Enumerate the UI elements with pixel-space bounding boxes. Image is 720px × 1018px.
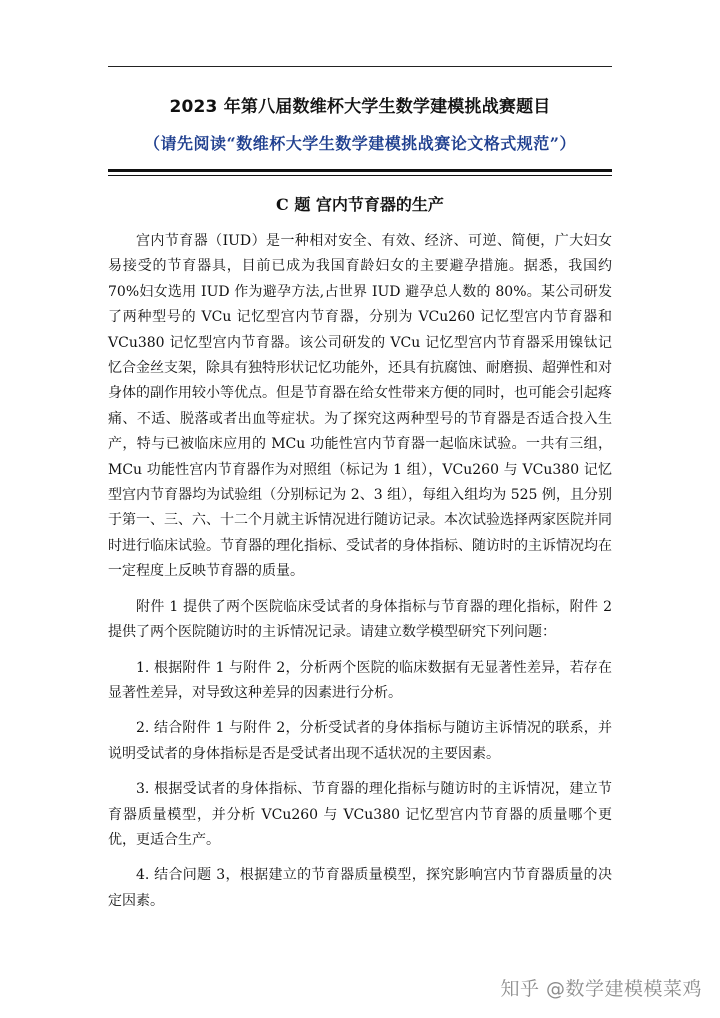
question-2: 2. 结合附件 1 与附件 2，分析受试者的身体指标与随访主诉情况的联系，并说明受试者的身体指标是否是受试者出现不适状况的主要因素。 bbox=[108, 720, 612, 762]
question-4: 4. 结合问题 3，根据建立的节育器质量模型，探究影响宫内节育器质量的决定因素。 bbox=[108, 867, 612, 909]
format-notice-subtitle: （请先阅读“数维杯大学生数学建模挑战赛论文格式规范”） bbox=[144, 134, 576, 153]
intro-paragraph: 宫内节育器（IUD）是一种相对安全、有效、经济、可逆、简便，广大妇女易接受的节育器具，目前已成为我国育龄妇女的主要避孕措施。据悉，我国约 70%妇女选用 IUD 作为避孕方法,占世界 IUD 避孕总人数的 80%。某公司研发了两种型号的 VCu 记忆型宫内节育器，分别为 VCu260 记忆型宫内节育器和 VCu380 记忆型宫内节育器。该公司研发的 VCu 记忆型宫内节育器采用镍钛记忆合金丝支架，除具有独特形状记忆功能外，还具有抗腐蚀、耐磨损、超弹性和对身体的副作用较小等优点。但是节育器在给女性带来方便的同时，也可能会引起疼痛、不适、脱落或者出血等症状。为了探究这两种型号的节育器是否适合投入生产，特与已被临床应用的 MCu 功能性宫内节育器一起临床试验。一共有三组，MCu 功能性宫内节育器作为对照组（标记为 1 组），VCu260 与 VCu380 记忆型宫内节育器均为试验组（分别标记为 2、3 组），每组入组均为 525 例，且分别于第一、三、六、十二个月就主诉情况进行随访记录。本次试验选择两家医院并同时进行临床试验。节育器的理化指标、受试者的身体指标、随访时的主诉情况均在一定程度上反映节育器的质量。 bbox=[108, 233, 612, 580]
question-3: 3. 根据受试者的身体指标、节育器的理化指标与随访时的主诉情况，建立节育器质量模型，并分析 VCu260 与 VCu380 记忆型宫内节育器的质量哪个更优，更适合生产。 bbox=[108, 781, 612, 848]
problem-title: C 题 宫内节育器的生产 bbox=[276, 195, 444, 214]
attachments-paragraph: 附件 1 提供了两个医院临床受试者的身体指标与节育器的理化指标，附件 2 提供了两个医院随访时的主诉情况记录。请建立数学模型研究下列问题： bbox=[108, 598, 612, 641]
zhihu-watermark: 知乎 @数学建模模菜鸡 bbox=[500, 978, 702, 1000]
problem-body bbox=[108, 229, 612, 914]
competition-title: 2023 年第八届数维杯大学生数学建模挑战赛题目 bbox=[169, 97, 551, 117]
header-thin-rule bbox=[108, 175, 612, 176]
top-rule bbox=[108, 66, 612, 67]
header-thick-rule bbox=[108, 169, 612, 172]
question-1: 1. 根据附件 1 与附件 2，分析两个医院的临床数据有无显著性差异，若存在显著性差异，对导致这种差异的因素进行分析。 bbox=[108, 659, 612, 701]
